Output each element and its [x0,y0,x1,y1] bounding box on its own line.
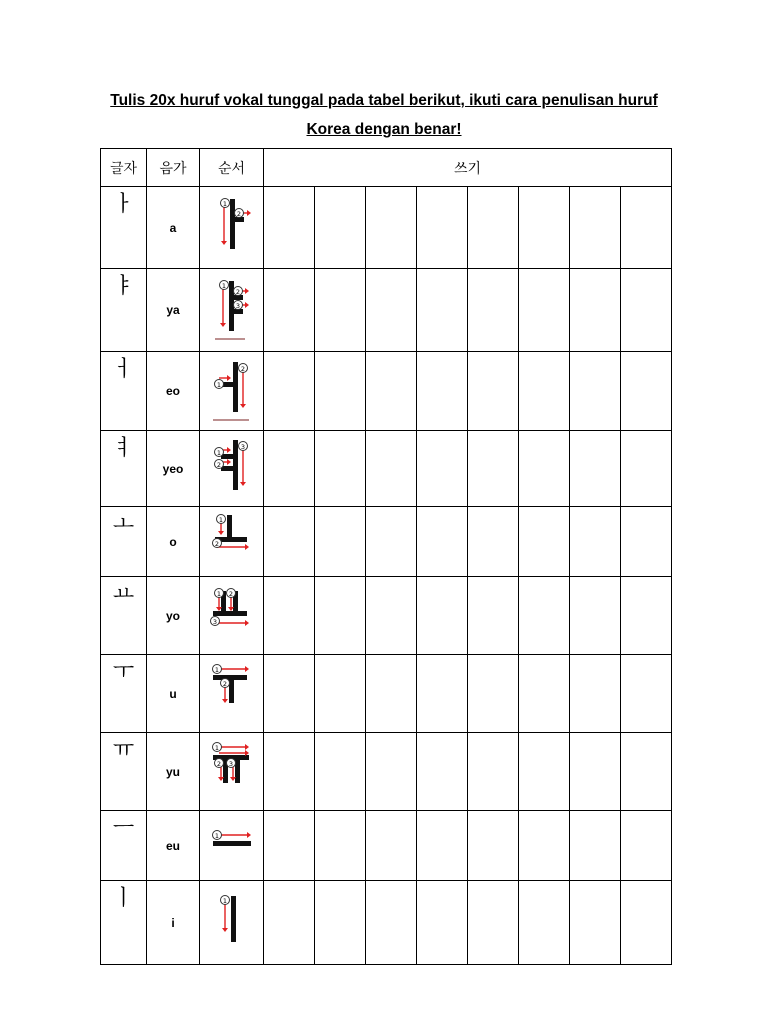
vowel-romanization: o [147,507,200,577]
svg-text:2: 2 [222,679,227,688]
stroke-order-icon [209,739,255,805]
writing-practice-cell[interactable] [264,811,315,881]
vowel-letter: ㅡ [101,811,147,881]
writing-practice-cell[interactable] [366,431,417,507]
vowel-row [101,269,672,352]
writing-practice-cell[interactable] [621,352,672,431]
writing-practice-cell[interactable] [264,507,315,577]
writing-practice-cell[interactable] [417,507,468,577]
writing-practice-cell[interactable] [315,269,366,352]
writing-practice-cell[interactable] [468,352,519,431]
writing-practice-cell[interactable] [315,352,366,431]
writing-practice-cell[interactable] [315,507,366,577]
writing-practice-cell[interactable] [519,269,570,352]
vowel-row [101,507,672,577]
stroke-order-icon [209,195,255,261]
writing-practice-cell[interactable] [366,507,417,577]
svg-text:1: 1 [214,831,219,840]
writing-practice-cell[interactable] [621,187,672,269]
writing-practice-cell[interactable] [621,269,672,352]
writing-practice-cell[interactable] [570,187,621,269]
writing-practice-cell[interactable] [264,352,315,431]
writing-practice-cell[interactable] [315,187,366,269]
writing-practice-cell[interactable] [264,733,315,811]
svg-text:2: 2 [214,539,219,548]
writing-practice-cell[interactable] [468,187,519,269]
writing-practice-cell[interactable] [264,881,315,965]
vowel-letter: ㅣ [101,881,147,965]
vowel-romanization: i [147,881,200,965]
vowel-row [101,187,672,269]
writing-practice-cell[interactable] [621,507,672,577]
vowel-row [101,431,672,507]
writing-practice-cell[interactable] [417,269,468,352]
stroke-order-diagram [200,507,264,577]
header-sound: 음가 [147,149,200,187]
writing-practice-cell[interactable] [468,507,519,577]
svg-text:1: 1 [222,896,227,905]
stroke-order-diagram [200,187,264,269]
svg-text:1: 1 [216,448,221,457]
svg-text:2: 2 [240,365,245,373]
svg-text:1: 1 [214,743,219,752]
writing-practice-cell[interactable] [570,431,621,507]
writing-practice-cell[interactable] [417,352,468,431]
writing-practice-cell[interactable] [468,431,519,507]
stroke-order-diagram [200,352,264,431]
vowel-letter: ㅑ [101,269,147,352]
writing-practice-cell[interactable] [570,352,621,431]
vowel-letter: ㅓ [101,352,147,431]
svg-text:1: 1 [214,665,219,674]
writing-practice-cell[interactable] [621,655,672,733]
vowel-row [101,811,672,881]
svg-text:1: 1 [222,199,227,208]
stroke-order-icon [209,358,255,424]
writing-practice-cell[interactable] [621,811,672,881]
writing-practice-cell[interactable] [468,655,519,733]
writing-practice-cell[interactable] [570,507,621,577]
vowel-row [101,881,672,965]
writing-practice-cell[interactable] [519,507,570,577]
writing-practice-cell[interactable] [366,733,417,811]
svg-text:1: 1 [218,515,223,524]
writing-practice-cell[interactable] [315,655,366,733]
vowel-letter: ㅏ [101,187,147,269]
writing-practice-cell[interactable] [519,881,570,965]
svg-text:1: 1 [216,589,221,598]
svg-text:3: 3 [228,759,233,768]
writing-practice-cell[interactable] [366,269,417,352]
vowel-letter: ㅛ [101,577,147,655]
vowel-romanization: yo [147,577,200,655]
writing-practice-cell[interactable] [366,881,417,965]
writing-practice-cell[interactable] [315,811,366,881]
svg-text:2: 2 [216,460,221,469]
writing-practice-cell[interactable] [315,881,366,965]
vowel-letter: ㅜ [101,655,147,733]
writing-practice-cell[interactable] [570,655,621,733]
writing-practice-cell[interactable] [519,431,570,507]
writing-practice-cell[interactable] [621,577,672,655]
writing-practice-cell[interactable] [264,269,315,352]
writing-practice-cell[interactable] [366,577,417,655]
svg-text:2: 2 [228,589,233,598]
svg-text:2: 2 [236,209,241,218]
writing-practice-cell[interactable] [264,187,315,269]
stroke-order-icon [209,813,255,879]
stroke-order-icon [209,436,255,502]
writing-practice-cell[interactable] [417,431,468,507]
stroke-order-icon [209,277,255,343]
writing-practice-cell[interactable] [315,577,366,655]
stroke-order-icon [209,583,255,649]
svg-text:3: 3 [212,617,217,626]
writing-practice-cell[interactable] [570,881,621,965]
stroke-order-diagram [200,733,264,811]
vowel-row [101,352,672,431]
stroke-order-diagram [200,881,264,965]
vowel-romanization: eu [147,811,200,881]
writing-practice-cell[interactable] [570,269,621,352]
writing-practice-cell[interactable] [264,431,315,507]
vowel-letter: ㅠ [101,733,147,811]
header-order: 순서 [200,149,264,187]
writing-practice-cell[interactable] [519,655,570,733]
stroke-order-icon [209,890,255,956]
vowel-romanization: a [147,187,200,269]
vowel-row [101,733,672,811]
writing-practice-cell[interactable] [468,269,519,352]
writing-practice-cell[interactable] [315,431,366,507]
writing-practice-cell[interactable] [519,811,570,881]
writing-practice-cell[interactable] [570,811,621,881]
vowel-letter: ㅗ [101,507,147,577]
title-line-2: Korea dengan benar! [306,121,462,138]
svg-text:2: 2 [235,288,240,296]
writing-practice-cell[interactable] [468,577,519,655]
worksheet-title [60,86,708,144]
svg-text:1: 1 [216,381,221,389]
title-line-1: Tulis 20x huruf vokal tunggal pada tabel berikut, ikuti cara penulisan huruf [110,92,658,109]
stroke-order-icon [209,509,255,575]
writing-practice-cell[interactable] [468,881,519,965]
vowel-romanization: yu [147,733,200,811]
writing-practice-cell[interactable] [468,733,519,811]
vowel-row [101,577,672,655]
stroke-order-diagram [200,269,264,352]
writing-practice-cell[interactable] [315,733,366,811]
writing-practice-cell[interactable] [468,811,519,881]
stroke-order-diagram [200,655,264,733]
stroke-order-diagram [200,577,264,655]
svg-text:3: 3 [235,302,240,310]
writing-practice-cell[interactable] [621,733,672,811]
writing-practice-cell[interactable] [519,733,570,811]
writing-practice-cell[interactable] [264,655,315,733]
vowel-romanization: yeo [147,431,200,507]
writing-practice-cell[interactable] [417,655,468,733]
writing-practice-cell[interactable] [417,733,468,811]
writing-practice-cell[interactable] [366,187,417,269]
writing-practice-cell[interactable] [366,352,417,431]
stroke-order-icon [209,661,255,727]
header-letter: 글자 [101,149,147,187]
svg-text:1: 1 [221,282,226,290]
writing-practice-cell[interactable] [417,187,468,269]
writing-practice-cell[interactable] [417,881,468,965]
writing-practice-cell[interactable] [366,655,417,733]
writing-practice-cell[interactable] [519,187,570,269]
vowel-row [101,655,672,733]
vowel-romanization: eo [147,352,200,431]
writing-practice-cell[interactable] [264,577,315,655]
writing-practice-cell[interactable] [417,577,468,655]
writing-practice-cell[interactable] [621,431,672,507]
writing-practice-cell[interactable] [519,352,570,431]
writing-practice-cell[interactable] [621,881,672,965]
writing-practice-cell[interactable] [519,577,570,655]
writing-practice-cell[interactable] [570,577,621,655]
writing-practice-cell[interactable] [570,733,621,811]
writing-practice-cell[interactable] [417,811,468,881]
vowel-letter: ㅕ [101,431,147,507]
svg-text:3: 3 [240,442,245,451]
stroke-order-diagram [200,811,264,881]
writing-practice-cell[interactable] [366,811,417,881]
vowel-romanization: u [147,655,200,733]
vowel-practice-table [100,148,672,965]
table-header-row [101,149,672,187]
header-write: 쓰기 [264,149,672,187]
vowel-romanization: ya [147,269,200,352]
stroke-order-diagram [200,431,264,507]
svg-text:2: 2 [216,759,221,768]
